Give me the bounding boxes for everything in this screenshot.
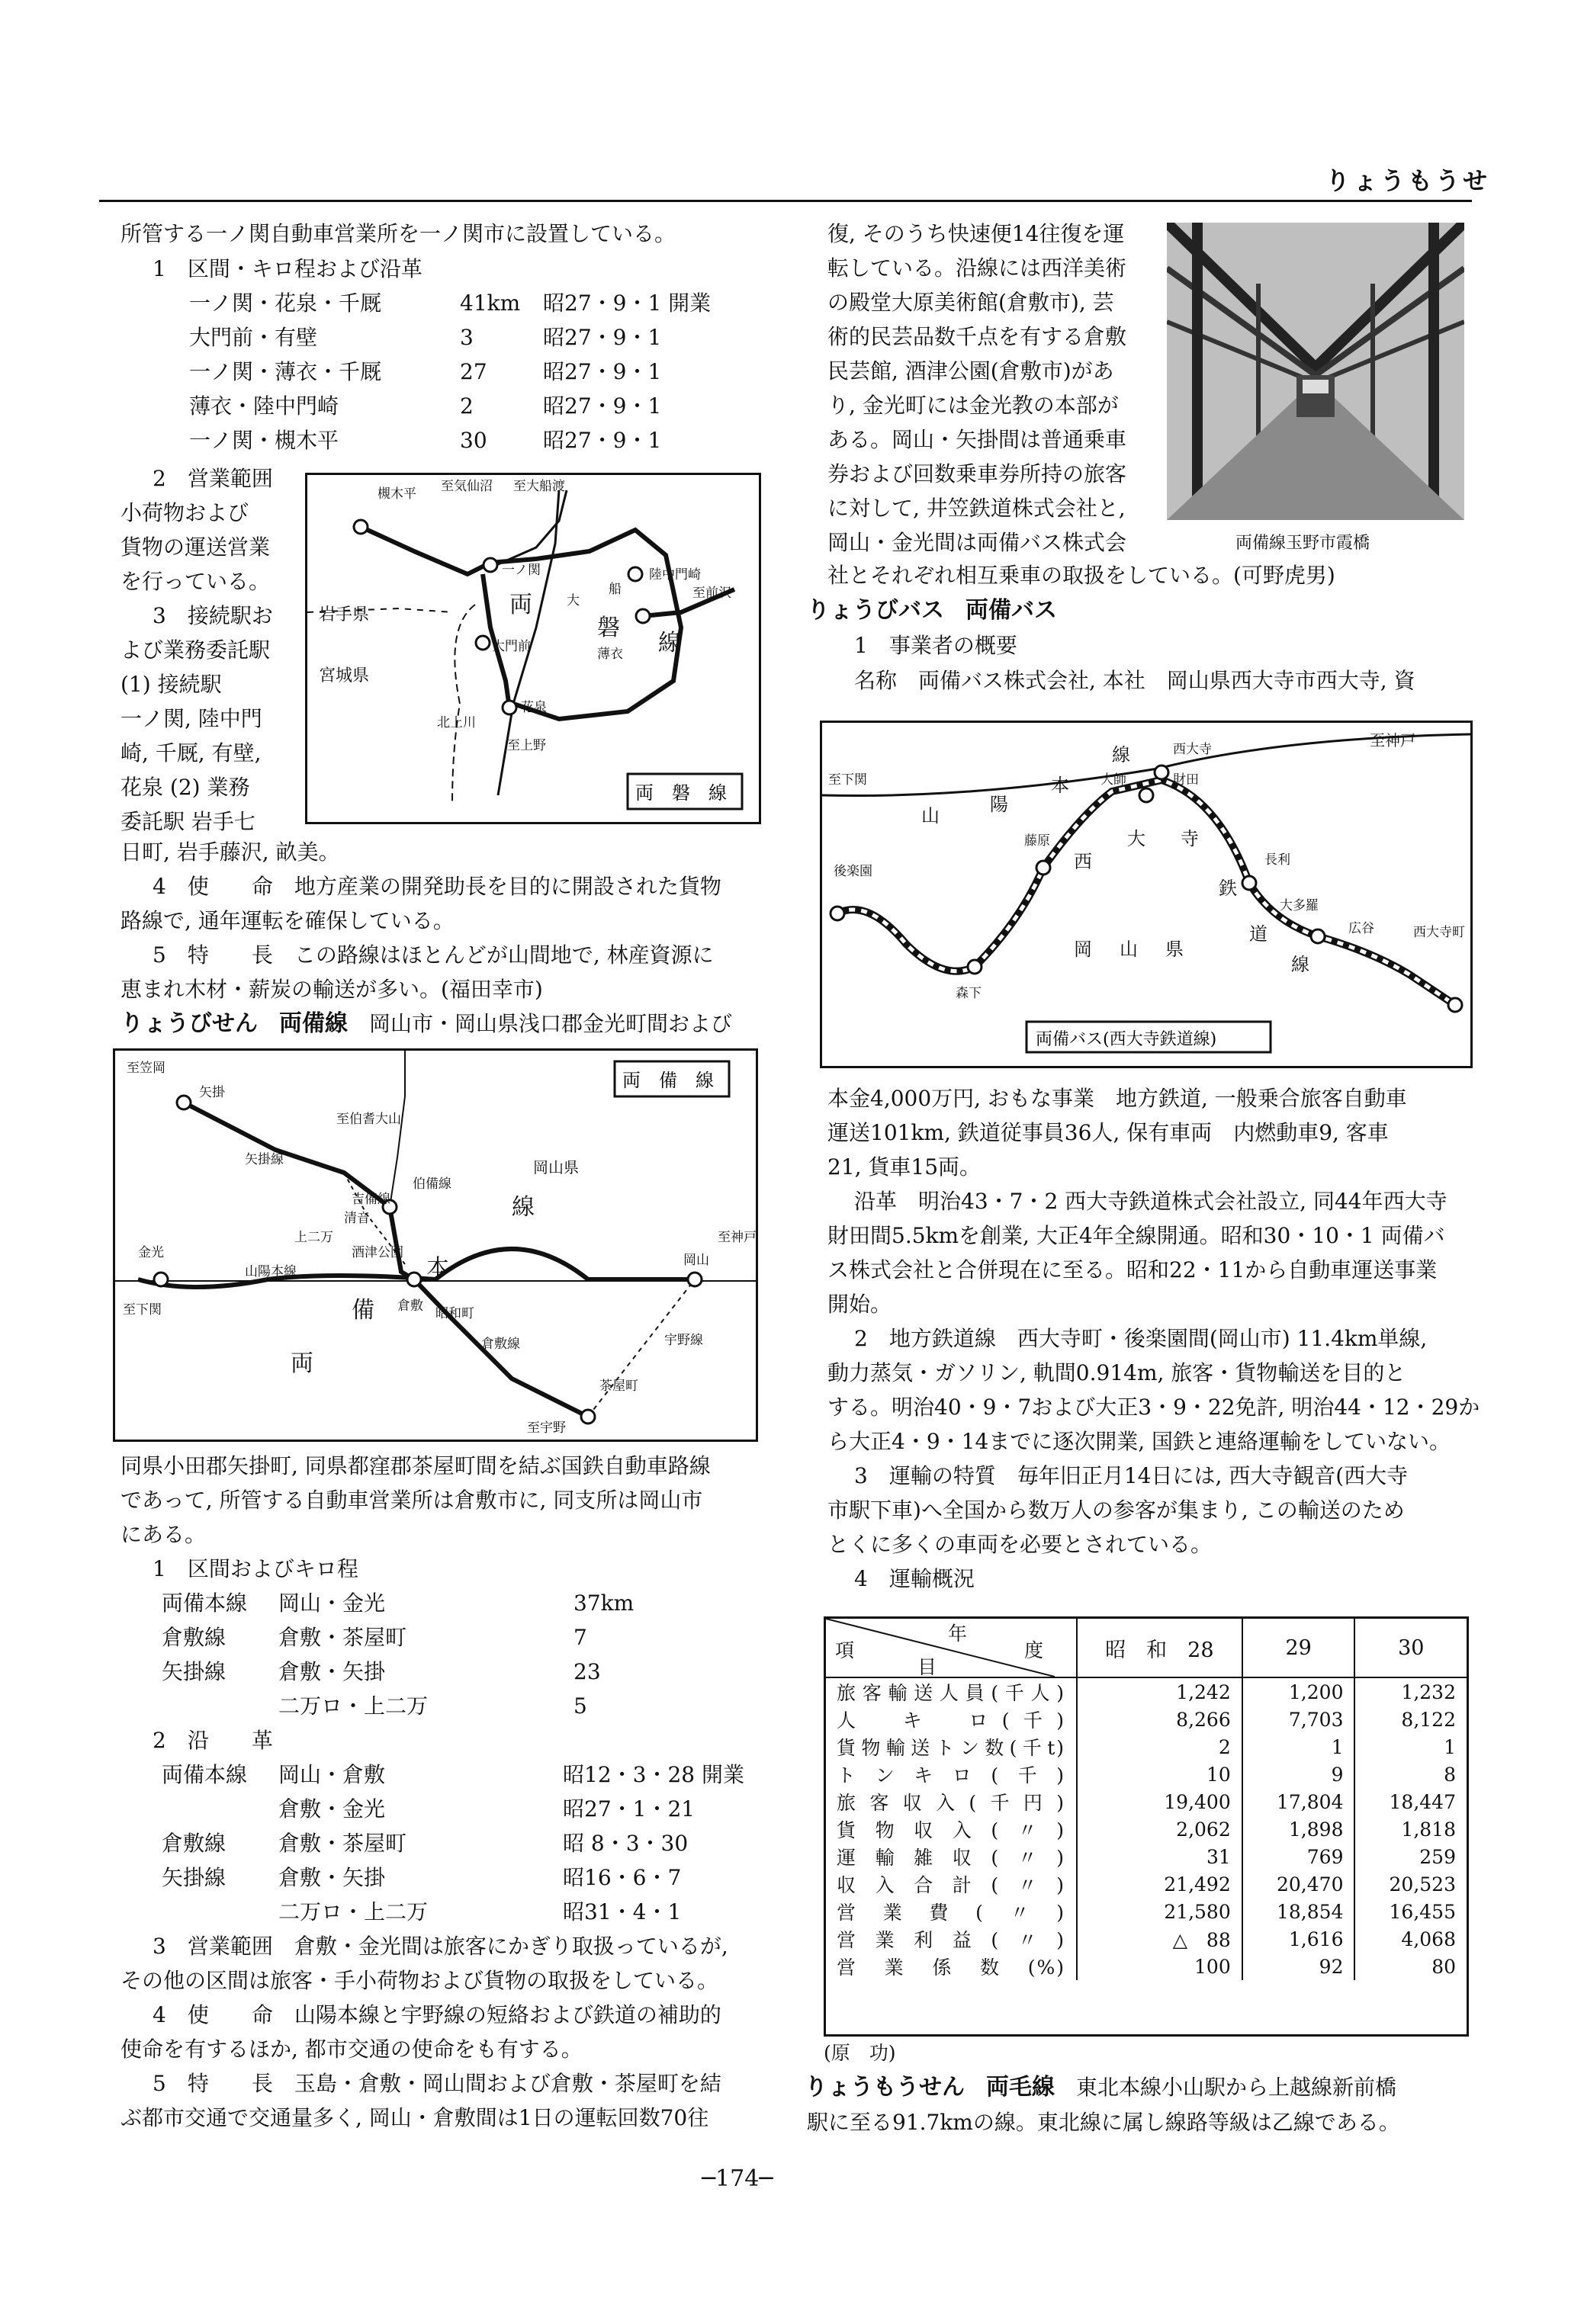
map3-label-line2: 線: [1291, 954, 1309, 975]
km-line-name: 両備本線: [162, 1591, 248, 1616]
ryoban-tail-line: 4 使 命 地方産業の開発助長を目的に開設された貨物: [153, 874, 721, 899]
row-value: 1,242: [1077, 1677, 1242, 1706]
map1-label-daimonmae: 大門前: [492, 639, 531, 654]
bridge-photo-svg: [1167, 223, 1464, 520]
row-value: 20,523: [1354, 1870, 1467, 1898]
header-rule: [99, 200, 1472, 202]
map2-label-hon: 本: [426, 1255, 449, 1282]
section-date: 昭27・9・1: [543, 325, 662, 350]
ryobi-line-name: 両備線: [279, 1010, 349, 1037]
table-header-row: [826, 1619, 1467, 1677]
map3-label-ootake: 大多羅: [1280, 898, 1319, 913]
bus-name: 両備バス: [966, 597, 1058, 624]
bus-body-line: 本金4,000万円, おもな事業 地方鉄道, 一般乗合旅客自動車: [827, 1086, 1407, 1111]
km-line-name: 倉敷線: [162, 1625, 227, 1650]
section-km: 27: [460, 359, 487, 384]
km-value: 7: [574, 1625, 587, 1650]
right-top-line: 岡山・金光間は両備バス株式会: [827, 530, 1127, 555]
map1-label-ichinoseki: 一ノ関: [502, 563, 541, 578]
km-route: 倉敷・茶屋町: [278, 1625, 407, 1650]
map1-label-ofunato: 至大船渡: [513, 479, 565, 494]
map3-label-sen: 線: [1112, 744, 1130, 766]
operations-table: [826, 1619, 1467, 1980]
map2-label-yakage-line: 矢掛線: [245, 1152, 284, 1167]
bus-body-line: 財田間5.5kmを創業, 大正4年全線開通。昭和30・10・1 両備バ: [827, 1223, 1445, 1248]
ryomo-line-heading: [805, 2070, 1396, 2104]
map2-title: 両 備 線: [622, 1070, 714, 1091]
map3-label-sanyo: 山: [921, 805, 940, 827]
konko-station-icon: [154, 1273, 168, 1286]
map1-title: 両 磐 線: [635, 782, 727, 804]
row-value: 1,818: [1354, 1815, 1467, 1843]
yakage-station-icon: [177, 1096, 191, 1109]
section-km: 3: [460, 325, 474, 350]
bus-body-line: 沿革 明治43・7・2 西大寺鉄道株式会社設立, 同44年西大寺: [854, 1189, 1447, 1214]
map3-label-kobe: 至神戸: [1370, 731, 1415, 750]
section-date: 昭27・9・1: [543, 428, 662, 453]
row-value: 92: [1242, 1953, 1355, 1980]
row-value: 1,232: [1354, 1677, 1467, 1706]
row-value: 21,580: [1077, 1898, 1242, 1925]
ryobi-intro-line: であって, 所管する自動車営業所は倉敷市に, 同支所は岡山市: [120, 1488, 703, 1513]
ryobi-tail-line: ぶ都市交通で交通量多く, 岡山・倉敷間は1日の運転回数70往: [120, 2105, 709, 2130]
row-value: 769: [1242, 1843, 1355, 1870]
row-value: 7,703: [1242, 1706, 1355, 1733]
photo-caption: 両備線玉野市霞橋: [1235, 534, 1370, 553]
map3-label-ken: 県: [1165, 939, 1184, 960]
hanaizumi-station-icon: [503, 701, 516, 714]
map3-label-kouraku: 後楽園: [834, 864, 872, 879]
km-value: 37km: [574, 1591, 635, 1616]
ryobi-intro-line: 同県小田郡矢掛町, 同県都窪郡茶屋町間を結ぶ国鉄自動車路線: [120, 1453, 711, 1478]
ryobi-tail-line: 4 使 命 山陽本線と宇野線の短絡および鉄道の補助的: [153, 2002, 721, 2027]
okayama-station-icon: [688, 1273, 702, 1286]
row-value: △ 88: [1077, 1925, 1242, 1953]
ryomo-name: 両毛線: [986, 2074, 1055, 2101]
row-value: 8,122: [1354, 1706, 1467, 1733]
saidaiji-map-svg: [822, 723, 1470, 1066]
nagatoshi-station-icon: [1242, 876, 1256, 890]
hdr-item: 項: [835, 1639, 855, 1661]
map3-label-saidaiji: 西大寺: [1173, 742, 1212, 757]
ryoban-map-svg: [307, 475, 759, 822]
row-value: 10: [1077, 1761, 1242, 1788]
map1-label-dai: 大: [567, 593, 580, 608]
ryobi-tail-line: 5 特 長 玉島・倉敷・岡山間および倉敷・茶屋町を結: [153, 2071, 721, 2096]
map1-label-kitagami: 北上川: [437, 715, 476, 730]
year-30: 30: [1354, 1619, 1467, 1677]
hist-route: 岡山・倉敷: [278, 1762, 386, 1787]
right-top-line: 復, そのうち快速便14往復を運: [827, 221, 1125, 246]
row-label: トンキロ(千): [837, 1764, 1065, 1786]
map1-label-ryo: 両: [509, 592, 532, 618]
map2-label-bi: 備: [352, 1297, 374, 1324]
hdr-do: 度: [1024, 1639, 1044, 1661]
section-date: 昭27・9・1: [543, 393, 662, 419]
section-km: 41km: [460, 290, 521, 316]
map2-label-seto: 清音: [344, 1211, 370, 1226]
row-label: 収入合計(〃): [837, 1874, 1065, 1896]
scope-line: 2 営業範囲: [153, 466, 273, 491]
map3-label-hiroya: 広谷: [1348, 921, 1374, 936]
ryobi-line-reading: りょうびせん: [120, 1010, 258, 1037]
km-value: 23: [574, 1659, 601, 1684]
scope-line: 貨物の運送営業: [120, 534, 271, 560]
km-route: 二万ロ・上二万: [278, 1693, 429, 1719]
chayamachi-station-icon: [581, 1410, 595, 1424]
scope-line: 花泉 (2) 業務: [120, 775, 250, 800]
ryobi-tail-line: 使命を有するほか, 都市交通の使命をも有する。: [120, 2037, 583, 2062]
ryobi-s1: 1 区間およびキロ程: [153, 1556, 358, 1581]
ryobi-line-intro: 岡山市・岡山県浅口郡金光町間および: [369, 1011, 733, 1036]
ryoban-tail-line: 路線で, 通年運転を確保している。: [120, 908, 455, 933]
ryomo-line-1: 東北本線小山駅から上越線新前橋: [1076, 2075, 1397, 2100]
map2-label-kurashiki: 倉敷: [397, 1298, 423, 1314]
row-value: 19,400: [1077, 1788, 1242, 1815]
km-value: 5: [574, 1693, 587, 1719]
right-top-line: の殿堂大原美術館(倉敷市), 芸: [827, 290, 1114, 315]
bus-body-line: 開始。: [827, 1292, 892, 1317]
row-value: 18,447: [1354, 1788, 1467, 1815]
map3-label-nishi: 西: [1074, 851, 1092, 872]
hdr-meku: 目: [917, 1656, 937, 1678]
hist-route: 倉敷・矢掛: [278, 1865, 386, 1890]
row-value: 18,854: [1242, 1898, 1355, 1925]
map2-label-kamini: 上二万: [294, 1230, 333, 1245]
map3-label-ji: 寺: [1181, 828, 1199, 849]
senmaya-station-icon: [636, 609, 650, 623]
table-note: (原 功): [824, 2042, 896, 2064]
map3-label-morishita: 森下: [956, 986, 982, 1001]
table-row: [826, 1815, 1467, 1843]
row-value: 20,470: [1242, 1870, 1355, 1898]
map1-label-senmaya: 至気仙沼: [441, 479, 493, 494]
ryobi-intro-line: にある。: [120, 1522, 207, 1547]
saidaiji-railway-map: [820, 721, 1473, 1068]
ryoban-tail-line: 恵まれ木材・薪炭の輸送が多い。(福田幸市): [120, 977, 543, 1002]
row-value: 8: [1354, 1761, 1467, 1788]
left-intro: 所管する一ノ関自動車営業所を一ノ関市に設置している。: [120, 221, 676, 246]
section-km: 2: [460, 393, 474, 419]
bus-body-line: 市駅下車)へ全国から数万人の参客が集まり, この輸送のため: [827, 1497, 1405, 1523]
map1-label-kamiyama: 至上野: [507, 738, 546, 753]
ryoban-tail-line: 5 特 長 この路線はほとんどが山間地で, 林産資源に: [153, 942, 714, 968]
korakuen-station-icon: [831, 907, 844, 920]
right-top-line: り, 金光町には金光教の本部が: [827, 393, 1119, 418]
scope-line: (1) 接続駅: [120, 672, 222, 697]
map2-label-sen: 線: [512, 1194, 535, 1221]
bus-body-line: 動力蒸気・ガソリン, 軌間0.914m, 旅客・貨物輸送を目的と: [827, 1360, 1406, 1385]
map1-label-hanaizumi: 花泉: [521, 700, 547, 715]
hist-route: 倉敷・茶屋町: [278, 1831, 407, 1856]
table-row: [826, 1706, 1467, 1733]
scope-line: 3 接続駅お: [153, 603, 273, 628]
map2-label-kawa: 酒津公園: [352, 1245, 403, 1260]
scope-line: を行っている。: [120, 569, 271, 594]
bus-reading: りょうびバス: [807, 597, 944, 624]
ryobi-tail-line: 3 営業範囲 倉敷・金光間は旅客にかぎり取扱っているが,: [153, 1934, 728, 1959]
section-km: 30: [460, 428, 487, 453]
row-label: 旅客輸送人員(千人): [826, 1677, 1077, 1706]
map2-label-kibi: 吉備線: [352, 1192, 390, 1207]
row-label: 営業費(〃): [837, 1902, 1065, 1924]
ryobi-line-heading: [120, 1006, 732, 1041]
right-top-line: 券および回数乗車券所持の旅客: [827, 461, 1127, 486]
hist-date: 昭31・4・1: [563, 1899, 682, 1924]
map1-label-tsukikidaira: 槻木平: [378, 486, 416, 502]
row-value: 80: [1354, 1953, 1467, 1980]
map1-label-ban: 磐: [597, 615, 620, 641]
table-row: [826, 1677, 1467, 1706]
map3-label-okayama: 岡: [1074, 939, 1092, 960]
map2-label-tamano: 至宇野: [527, 1420, 566, 1436]
map3-label-tetsu: 鉄: [1219, 878, 1237, 899]
bus-body-line: 21, 貨車15両。: [827, 1154, 982, 1180]
map2-label-kobe: 至神戸: [718, 1230, 756, 1245]
fujiwara-station-icon: [1036, 861, 1050, 875]
hist-route: 倉敷・金光: [278, 1796, 386, 1822]
right-top-line: ある。岡山・矢掛間は普通乗車: [827, 427, 1127, 452]
hdr-year: 年: [948, 1623, 968, 1645]
row-label: 旅客収入(千円): [837, 1792, 1065, 1814]
map1-label-funa: 船: [609, 582, 622, 597]
table-row: [826, 1843, 1467, 1870]
row-label: 人 キ ロ(千): [837, 1709, 1065, 1732]
map2-label-sanyo: 山陽本線: [245, 1264, 297, 1279]
map1-label-iwate: 岩手県: [319, 605, 370, 624]
map3-label-zaita: 財田: [1173, 772, 1199, 788]
map2-label-chayamachi: 茶屋町: [599, 1379, 638, 1394]
ryobi-s2: 2 沿 革: [153, 1728, 273, 1753]
section-route: 大門前・有壁: [189, 325, 318, 350]
bus-name-line: 名称 両備バス株式会社, 本社 岡山県西大寺市西大寺, 資: [854, 668, 1415, 693]
row-value: 100: [1077, 1953, 1242, 1980]
map3-label-shimonoseki: 至下関: [828, 772, 867, 788]
map2-label-ryo: 両: [291, 1350, 313, 1377]
hist-date: 昭16・6・7: [563, 1865, 682, 1890]
row-label: 貨物収入(〃): [837, 1819, 1065, 1841]
bus-body-line: する。明治40・9・7および大正3・9・22免許, 明治44・12・29か: [827, 1395, 1480, 1420]
bus-body-line: ス株式会社と合併現在に至る。昭和22・11から自動車運送事業: [827, 1257, 1438, 1282]
morishita-station-icon: [968, 960, 982, 974]
km-route: 倉敷・矢掛: [278, 1659, 386, 1684]
hiroya-station-icon: [1311, 929, 1325, 943]
row-value: 1: [1242, 1733, 1355, 1761]
ryomo-line-2: 駅に至る91.7kmの線。東北線に属し線路等級は乙線である。: [807, 2110, 1400, 2135]
map3-label-dai: 大: [1127, 828, 1145, 849]
row-label: 運輸雑収(〃): [837, 1847, 1065, 1869]
kurashiki-station-icon: [407, 1273, 421, 1286]
row-value: 21,492: [1077, 1870, 1242, 1898]
sec1-title: 1 区間・キロ程および沿革: [153, 256, 423, 281]
saidaijimachi-station-icon: [1448, 998, 1462, 1012]
ryomo-reading: りょうもうせん: [805, 2074, 965, 2101]
bus-body-line: 運送101km, 鉄道従事員36人, 保有車両 内燃動車9, 客車: [827, 1120, 1389, 1145]
hist-date: 昭12・3・28 開業: [563, 1762, 744, 1787]
row-value: 1,616: [1242, 1925, 1355, 1953]
scope-line: よび業務委託駅: [120, 637, 271, 663]
row-value: 2: [1077, 1733, 1242, 1761]
row-label: 営業利益(〃): [837, 1929, 1065, 1951]
table-row: [826, 1788, 1467, 1815]
map2-label-kasaoka: 至笠岡: [127, 1061, 165, 1076]
ryobi-map-svg: [115, 1051, 756, 1440]
table-row: [826, 1733, 1467, 1761]
map3-label-daishi: 大師: [1100, 772, 1126, 788]
row-value: 17,804: [1242, 1788, 1355, 1815]
section-route: 薄衣・陸中門崎: [189, 393, 339, 419]
row-value: 4,068: [1354, 1925, 1467, 1953]
map3-label-nagatoshi: 長利: [1264, 852, 1290, 868]
row-value: 2,062: [1077, 1815, 1242, 1843]
table-row: [826, 1870, 1467, 1898]
saidaiji-jr-station-icon: [1155, 766, 1168, 779]
page-number: ─174─: [702, 2165, 773, 2192]
row-value: 9: [1242, 1761, 1355, 1788]
map1-label-sen: 線: [658, 630, 681, 656]
row-label: 営業係数(%): [837, 1956, 1065, 1979]
right-top-line: 術的民芸品数千点を有する倉敷: [827, 324, 1127, 349]
corner-diagonal: [826, 1619, 1055, 1677]
row-value: 31: [1077, 1843, 1242, 1870]
table-row: [826, 1898, 1467, 1925]
table-row: [826, 1925, 1467, 1953]
row-label: 貨物輸送トン数(千t): [837, 1737, 1065, 1759]
scope-line: 委託駅 岩手七: [120, 809, 255, 834]
section-date: 昭27・9・1: [543, 359, 662, 384]
section-route: 一ノ関・花泉・千厩: [189, 290, 382, 316]
bridge-photo: [1167, 223, 1464, 520]
bus-body-line: 3 運輸の特質 毎年旧正月14日には, 西大寺観音(西大寺: [854, 1463, 1409, 1488]
row-value: 259: [1354, 1843, 1467, 1870]
ichinoseki-station-icon: [484, 558, 497, 572]
ryoban-line-map: [305, 473, 761, 824]
right-top-line: に対して, 井笠鉄道株式会社と,: [827, 496, 1126, 521]
map3-label-do: 道: [1249, 923, 1268, 945]
hist-line-name: 倉敷線: [162, 1831, 227, 1856]
km-line-name: 矢掛線: [162, 1659, 227, 1684]
rikuchu-station-icon: [628, 567, 642, 581]
ryobi-bus-heading: [807, 593, 1057, 628]
scope-line: 崎, 千厩, 有壁,: [120, 740, 262, 766]
table-row: [826, 1953, 1467, 1980]
map2-label-shimonoseki: 至下関: [123, 1302, 162, 1318]
bus-body-line: ら大正4・9・14までに逐次開業, 国鉄と連絡運輸をしていない。: [827, 1429, 1451, 1454]
right-top-full: 社とそれぞれ相互乗車の取扱をしている。(可野虎男): [827, 563, 1335, 588]
hist-route: 二万ロ・上二万: [278, 1899, 429, 1924]
map3-label-fujiwara: 藤原: [1024, 833, 1050, 849]
daishi-station-icon: [1139, 788, 1153, 802]
map1-label-rikuchu: 陸中門崎: [649, 567, 701, 583]
scope-line: 一ノ関, 陸中門: [120, 706, 262, 731]
daimonmae-station-icon: [476, 636, 490, 650]
running-header: りょうもうせ: [1325, 166, 1491, 195]
map3-title: 両備バス(西大寺鉄道線): [1036, 1030, 1217, 1049]
map2-label-okayama-pref: 岡山県: [533, 1158, 579, 1176]
section-route: 一ノ関・薄衣・千厩: [189, 359, 382, 384]
bus-s1: 1 事業者の概要: [854, 633, 1017, 658]
km-route: 岡山・金光: [278, 1591, 386, 1616]
row-value: 1,200: [1242, 1677, 1355, 1706]
map3-label-hon: 本: [1051, 775, 1069, 796]
ryoban-tail-line: 日町, 岩手藤沢, 畝美。: [120, 839, 340, 865]
map3-label-saidaijimachi: 西大寺町: [1413, 925, 1465, 940]
map2-label-kurashiki-line: 倉敷線: [481, 1337, 520, 1352]
map2-label-showacho: 昭和町: [435, 1306, 474, 1321]
table-row: [826, 1761, 1467, 1788]
map1-label-miyagi: 宮城県: [319, 666, 370, 685]
ryobi-line-map: [113, 1048, 758, 1442]
map2-label-konko: 金光: [138, 1245, 164, 1260]
scope-line: 小荷物および: [120, 500, 249, 525]
map2-label-hakubi: 伯備線: [413, 1176, 451, 1192]
map2-label-hokubo: 至伯耆大山: [336, 1112, 401, 1127]
year-29: 29: [1242, 1619, 1355, 1677]
bus-body-line: 2 地方鉄道線 西大寺町・後楽園間(岡山市) 11.4km単線,: [854, 1326, 1428, 1351]
section-route: 一ノ関・槻木平: [189, 428, 339, 453]
section-date: 昭27・9・1 開業: [543, 290, 712, 316]
hist-line-name: 矢掛線: [162, 1865, 227, 1890]
row-value: 16,455: [1354, 1898, 1467, 1925]
map3-label-yo: 陽: [990, 794, 1008, 815]
map2-label-yakage: 矢掛: [199, 1085, 225, 1100]
row-value: 1: [1354, 1733, 1467, 1761]
map2-label-uno: 宇野線: [664, 1333, 703, 1348]
ryobi-tail-line: その他の区間は旅客・手小荷物および貨物の取扱をしている。: [120, 1968, 719, 1993]
right-top-line: 民芸館, 酒津公園(倉敷市)があ: [827, 358, 1114, 384]
map2-label-okayama: 岡山: [683, 1253, 709, 1268]
hist-line-name: 両備本線: [162, 1762, 248, 1787]
map3-label-yama: 山: [1120, 939, 1138, 960]
map1-label-usuginu: 薄衣: [597, 647, 623, 662]
table-header-corner: [826, 1619, 1077, 1677]
tsukikidaira-station-icon: [354, 520, 368, 534]
row-value: 1,898: [1242, 1815, 1355, 1843]
right-top-line: 転している。沿線には西洋美術: [827, 255, 1127, 281]
bus-body-line: とくに多くの車両を必要とされている。: [827, 1532, 1213, 1557]
year-28: 昭 和 28: [1077, 1619, 1242, 1677]
hist-date: 昭27・1・21: [563, 1796, 696, 1822]
row-value: 8,266: [1077, 1706, 1242, 1733]
map1-label-tsuyama: 至前沢: [692, 586, 731, 601]
bus-body-line: 4 運輸概況: [854, 1566, 975, 1591]
hist-date: 昭 8・3・30: [563, 1831, 689, 1856]
